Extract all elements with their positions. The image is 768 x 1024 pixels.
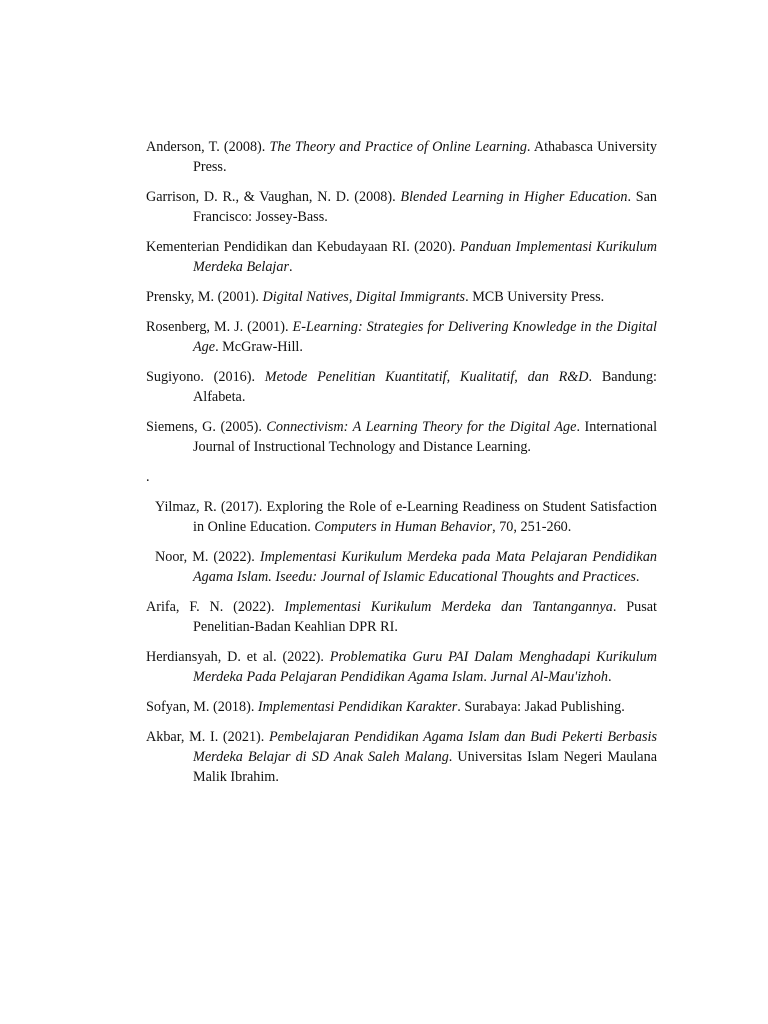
reference-entry: Garrison, D. R., & Vaughan, N. D. (2008). Blended Learning in Higher Education. San Francisco: Jossey-Bass. [146, 189, 658, 225]
reference-entry: Yilmaz, R. (2017). Exploring the Role of e-Learning Readiness on Student Satisfaction in Online Education. Computers in Human Behavior, 70, 251-260. [155, 499, 657, 535]
reference-entry: Noor, M. (2022). Implementasi Kurikulum Merdeka pada Mata Pelajaran Pendidikan Agama Islam. Iseedu: Journal of Islamic Educational Thoughts and Practices. [155, 549, 658, 585]
reference-entry: Anderson, T. (2008). The Theory and Practice of Online Learning. Athabasca University Press. [146, 139, 657, 175]
reference-entry: Rosenberg, M. J. (2001). E-Learning: Strategies for Delivering Knowledge in the Digital Age. McGraw-Hill. [146, 319, 657, 355]
reference-entry: Kementerian Pendidikan dan Kebudayaan RI. (2020). Panduan Implementasi Kurikulum Merdeka Belajar. [146, 239, 657, 275]
reference-entry: Akbar, M. I. (2021). Pembelajaran Pendidikan Agama Islam dan Budi Pekerti Berbasis Merdeka Belajar di SD Anak Saleh Malang. Universitas Islam Negeri Maulana Malik Ibrahim. [146, 729, 657, 785]
reference-entry: Sofyan, M. (2018). Implementasi Pendidikan Karakter. Surabaya: Jakad Publishing. [146, 699, 625, 715]
separator-dot: . [146, 469, 150, 485]
reference-entry: Herdiansyah, D. et al. (2022). Problematika Guru PAI Dalam Menghadapi Kurikulum Merdeka Pada Pelajaran Pendidikan Agama Islam. Jurnal Al-Mau'izhoh. [146, 649, 657, 685]
reference-entry: Siemens, G. (2005). Connectivism: A Learning Theory for the Digital Age. International Journal of Instructional Technology and Distance Learning. [146, 419, 658, 455]
reference-entry: Arifa, F. N. (2022). Implementasi Kurikulum Merdeka dan Tantangannya. Pusat Penelitian-Badan Keahlian DPR RI. [146, 599, 657, 635]
reference-entry: Sugiyono. (2016). Metode Penelitian Kuantitatif, Kualitatif, dan R&D. Bandung: Alfabeta. [146, 369, 658, 405]
reference-entry: Prensky, M. (2001). Digital Natives, Digital Immigrants. MCB University Press. [146, 289, 605, 305]
reference-list [146, 137, 657, 797]
